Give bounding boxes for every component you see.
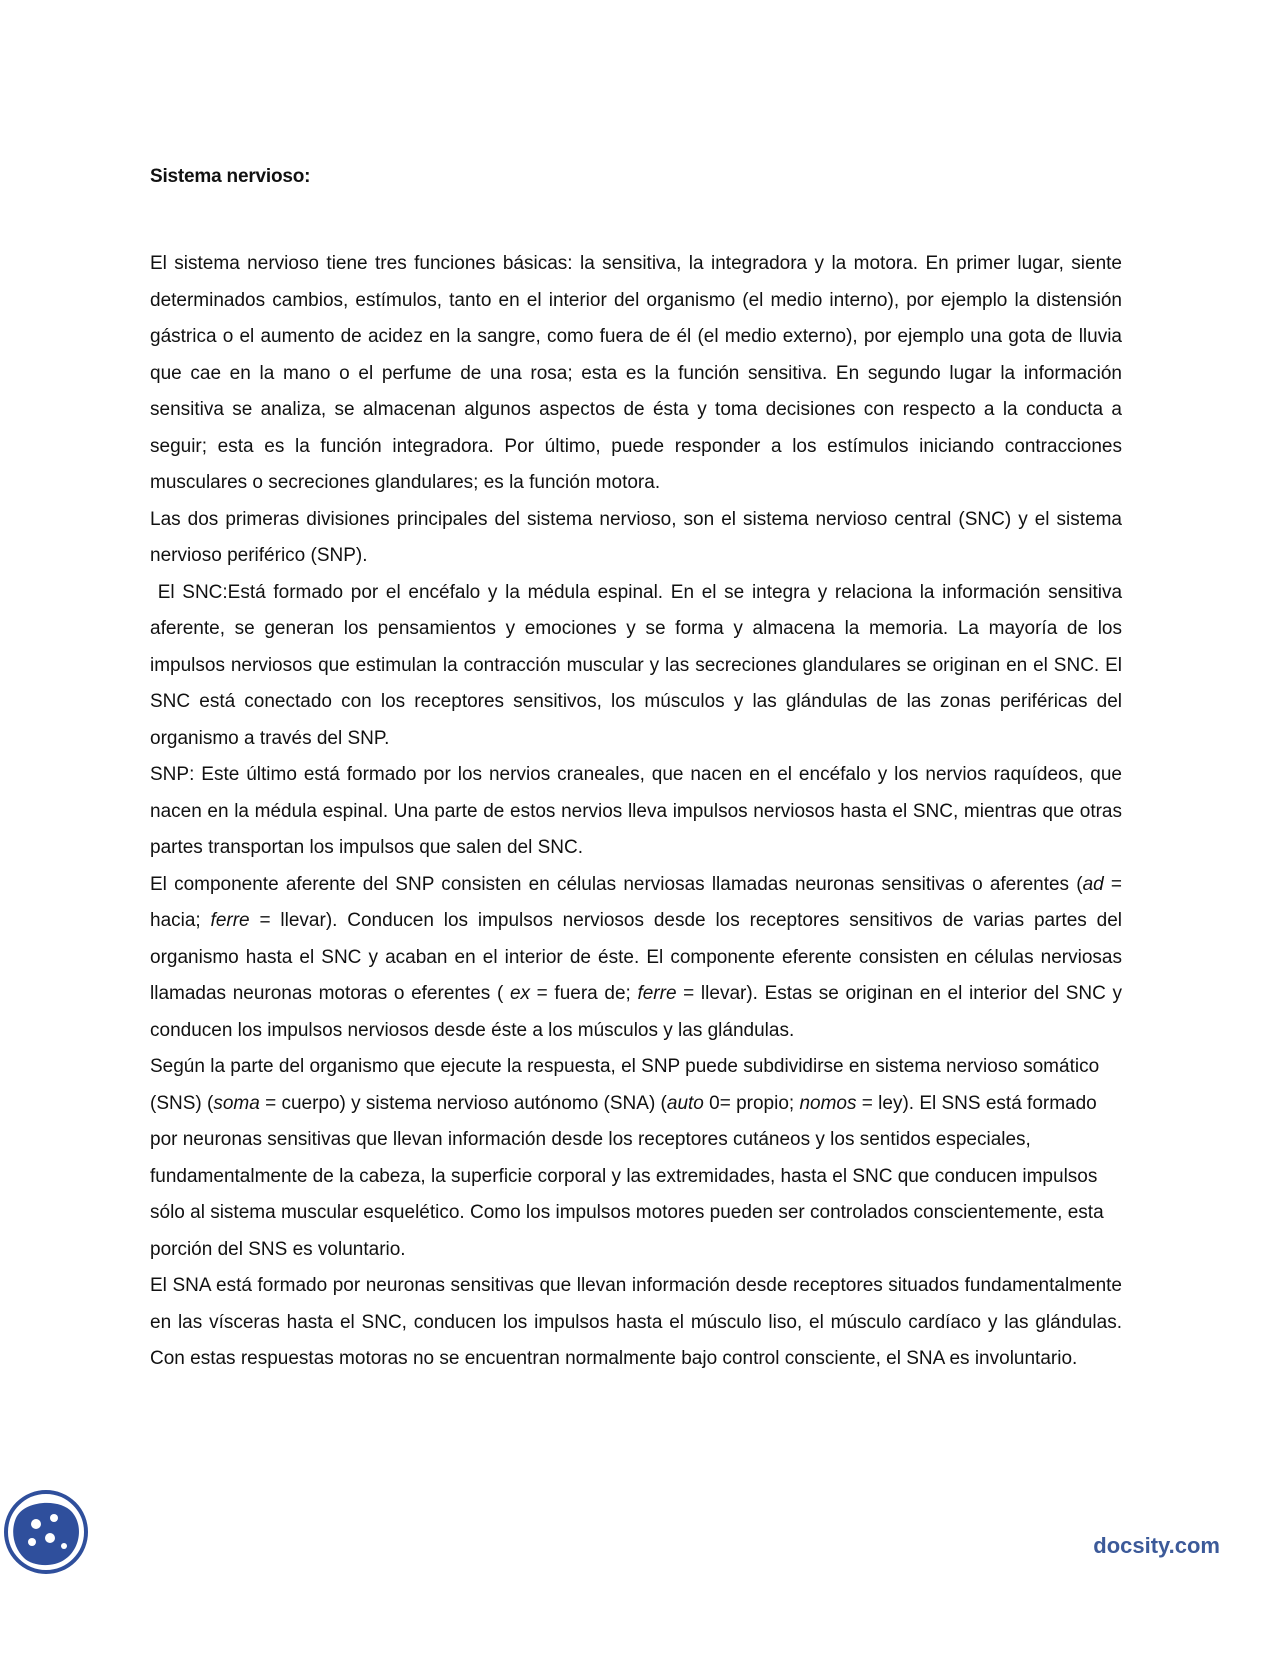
- paragraph-functions: El sistema nervioso tiene tres funciones básicas: la sensitiva, la integradora y la motora. En primer lugar, siente determinados cambios, estímulos, tanto en el interior del organismo (el medio interno), por ejemplo la distensión gástrica o el aumento de acidez en la sangre, como fuera de él (el medio externo), por ejemplo una gota de lluvia que cae en la mano o el perfume de una rosa; esta es la función sensitiva. En segundo lugar la información sensitiva se analiza, se almacenan algunos aspectos de ésta y toma decisiones con respecto a la conducta a seguir; esta es la función integradora. Por último, puede responder a los estímulos iniciando contracciones musculares o secreciones glandulares; es la función motora.: [150, 253, 1122, 493]
- text-run: = cuerpo) y sistema nervioso autónomo (SNA) (: [259, 1092, 667, 1114]
- text-run: = llevar). Estas se originan en el interior del SNC y conducen los impulsos nerviosos desde éste a los músculos y las glándulas.: [150, 983, 1122, 1041]
- paragraph-snp: SNP: Este último está formado por los nervios craneales, que nacen en el encéfalo y los nervios raquídeos, que nacen en la médula espinal. Una parte de estos nervios lleva impulsos nerviosos hasta el SNC, mientras que otras partes transportan los impulsos que salen del SNC.: [150, 764, 1122, 858]
- docsity-brand-link[interactable]: docsity.com: [1093, 1533, 1220, 1558]
- docsity-logo-icon[interactable]: [2, 1488, 90, 1576]
- italic-term: auto: [666, 1092, 704, 1114]
- paragraph-snc: El SNC:Está formado por el encéfalo y la médula espinal. En el se integra y relaciona la información sensitiva aferente, se generan los pensamientos y emociones y se forma y almacena la memoria. La mayoría de los impulsos nerviosos que estimulan la contracción muscular y las secreciones glandulares se originan en el SNC. El SNC está conectado con los receptores sensitivos, los músculos y las glándulas de las zonas periféricas del organismo a través del SNP.: [150, 581, 1128, 749]
- italic-term: nomos: [799, 1092, 857, 1114]
- text-run: 0= propio;: [703, 1092, 800, 1114]
- text-run: = hacia;: [150, 873, 1122, 931]
- italic-term: ex: [509, 983, 531, 1004]
- italic-term: ferre: [637, 983, 677, 1004]
- text-run: = llevar). Conducen los impulsos nerviosos desde los receptores sensitivos de varias partes del organismo hasta el SNC y acaban en el interior de éste. El componente eferente consisten en células nerviosas llamadas neuronas motoras o eferentes (: [150, 910, 1122, 1004]
- paragraph-sna: El SNA está formado por neuronas sensitivas que llevan información desde receptores situados fundamentalmente en las vísceras hasta el SNC, conducen los impulsos hasta el músculo liso, el músculo cardíaco y las glándulas. Con estas respuestas motoras no se encuentran normalmente bajo control consciente, el SNA es involuntario.: [150, 1275, 1122, 1369]
- text-run: = ley). El SNS está formado por neuronas sensitivas que llevan información desde los receptores cutáneos y los sentidos especiales, fundamentalmente de la cabeza, la superficie corporal y las extremidades, hasta el SNC que conducen impulsos sólo al sistema muscular esquelético. Como los impulsos motores pueden ser controlados conscientemente, esta porción del SNS es voluntario.: [150, 1092, 1104, 1260]
- text-run: El componente aferente del SNP consisten en células nerviosas llamadas neuronas sensitivas o aferentes (: [150, 873, 1083, 895]
- text-run: = fuera de;: [530, 983, 638, 1004]
- paragraph-divisions: Las dos primeras divisiones principales del sistema nervioso, son el sistema nervioso central (SNC) y el sistema nervioso periférico (SNP).: [150, 508, 1122, 566]
- italic-term: ad: [1082, 873, 1104, 895]
- document-title: Sistema nervioso:: [150, 166, 311, 187]
- paragraph-afferent-efferent: [150, 867, 1122, 1050]
- paragraph-sns-sna: [150, 1049, 1122, 1268]
- text-run: Según la parte del organismo que ejecute la respuesta, el SNP puede subdividirse en sistema nervioso somático (SNS) (: [150, 1056, 1100, 1114]
- document-body: [150, 246, 1128, 1378]
- italic-term: soma: [213, 1092, 260, 1114]
- italic-term: ferre: [210, 910, 250, 931]
